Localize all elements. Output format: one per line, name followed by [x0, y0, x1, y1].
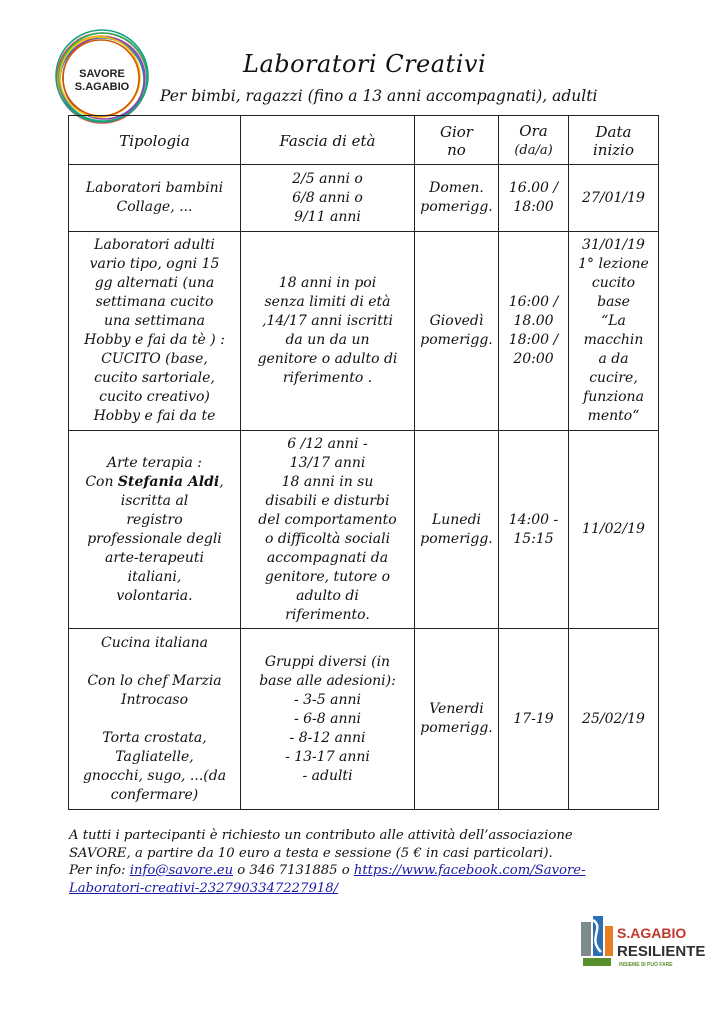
- table-row: [69, 629, 659, 810]
- facebook-link-part2[interactable]: Laboratori-creativi-2327903347227918/: [69, 880, 339, 896]
- cell-giorno: Domen. pomerigg.: [415, 165, 499, 232]
- cell-data: 11/02/19: [569, 431, 659, 629]
- cell-fascia: Gruppi diversi (in base alle adesioni): - 3-5 anni - 6-8 anni - 8-12 anni - 13-17 anni - adulti: [241, 629, 415, 810]
- cell-ora: 16:00 / 18.00 18:00 / 20:00: [499, 232, 569, 431]
- cell-giorno: Giovedì pomerigg.: [415, 232, 499, 431]
- cell-ora: 16.00 / 18:00: [499, 165, 569, 232]
- header-tipologia: Tipologia: [69, 116, 241, 165]
- cell-data: 31/01/19 1° lezione cucito base “La macchin a da cucire, funziona mento“: [569, 232, 659, 431]
- cell-fascia: 6 /12 anni - 13/17 anni 18 anni in su disabili e disturbi del comportamento o difficoltà sociali accompagnati da genitore, tutore o adulto di riferimento.: [241, 431, 415, 629]
- cell-giorno: Venerdi pomerigg.: [415, 629, 499, 810]
- logo-top-line2: S.AGABIO: [74, 81, 130, 93]
- instructor-name: Stefania Aldi: [117, 473, 220, 490]
- cell-data: 25/02/19: [569, 629, 659, 810]
- header-giorno: Gior no: [415, 116, 499, 165]
- table-row: [69, 232, 659, 431]
- sagabio-resiliente-logo: [575, 908, 705, 978]
- schedule-table: [68, 115, 659, 810]
- table-row: [69, 431, 659, 629]
- table-row: [69, 165, 659, 232]
- cell-fascia: 18 anni in poi senza limiti di età ,14/17 anni iscritti da un da un genitore o adulto di riferimento .: [241, 232, 415, 431]
- header-data: Data inizio: [569, 116, 659, 165]
- cell-data: 27/01/19: [569, 165, 659, 232]
- savore-logo: [52, 28, 152, 128]
- header-fascia: Fascia di età: [241, 116, 415, 165]
- cell-ora: 17-19: [499, 629, 569, 810]
- logo-top-line1: SAVORE: [79, 68, 125, 80]
- logo-bottom-tagline: INSIEME SI PUÒ FARE: [619, 962, 673, 968]
- cell-fascia: 2/5 anni o 6/8 anni o 9/11 anni: [241, 165, 415, 232]
- table-header-row: [69, 116, 659, 165]
- cell-tipologia: Laboratori bambini Collage, ...: [69, 165, 241, 232]
- cell-tipologia: Laboratori adulti vario tipo, ogni 15 gg alternati (una settimana cucito una settimana Hobby e fai da tè ) : CUCITO (base, cucito sartoriale, cucito creativo) Hobby e fai da te: [69, 232, 241, 431]
- cell-giorno: Lunedi pomerigg.: [415, 431, 499, 629]
- cell-tipologia: Cucina italiana Con lo chef Marzia Introcaso Torta crostata, Tagliatelle, gnocchi, sugo, ...(da confermare): [69, 629, 241, 810]
- logo-bottom-line1: S.AGABIO: [617, 925, 687, 941]
- cell-tipologia: Arte terapia : Con Stefania Aldi, iscritta al registro professionale degli arte-terapeuti italiani, volontaria.: [69, 431, 241, 629]
- footer-line2: SAVORE, a partire da 10 euro a testa e sessione (5 € in casi particolari).: [69, 845, 553, 861]
- header-ora: Ora (da/a): [499, 116, 569, 165]
- cell-ora: 14:00 - 15:15: [499, 431, 569, 629]
- facebook-link-part1[interactable]: https://www.facebook.com/Savore-: [353, 863, 586, 878]
- footer-phone: o 346 7131885 o: [233, 863, 354, 878]
- logo-bottom-line2: RESILIENTE: [617, 943, 705, 960]
- email-link[interactable]: info@savore.eu: [129, 863, 234, 878]
- footer-info-label: Per info:: [69, 863, 130, 878]
- page-title: Laboratori Creativi: [243, 50, 487, 78]
- footer-info: [69, 827, 669, 897]
- footer-line1: A tutti i partecipanti è richiesto un contributo alle attività dell’associazione: [69, 828, 573, 843]
- page-subtitle: Per bimbi, ragazzi (fino a 13 anni accompagnati), adulti: [160, 87, 598, 105]
